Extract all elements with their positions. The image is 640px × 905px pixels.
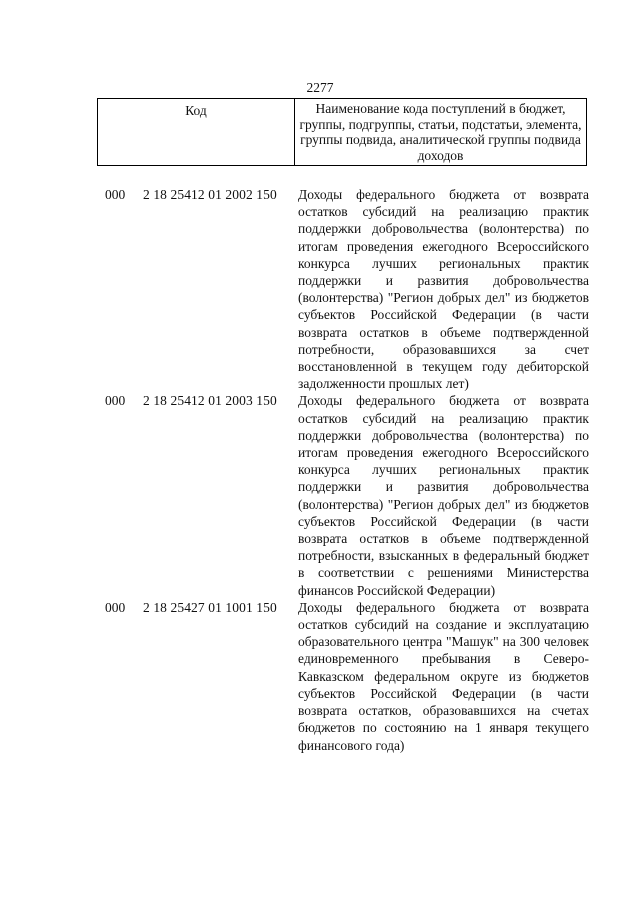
income-description: Доходы федерального бюджета от возврата остатков субсидий на реализацию практик поддержки добровольчества (волонтерства) по итогам проведения ежегодного Всероссийского конкурса лучших региональных практик поддержки и развития добровольчества (волонтерства) "Регион добрых дел" из бюджетов субъектов Российской Федерации (в части возврата остатков в объеме подтвержденной потребности, взысканных в федеральный бюджет в соответствии с решениями Министерства финансов Российской Федерации) bbox=[298, 393, 589, 598]
table-header bbox=[97, 98, 587, 166]
admin-code: 000 bbox=[105, 393, 126, 409]
income-description: Доходы федерального бюджета от возврата остатков субсидий на создание и эксплуатацию образовательного центра "Машук" на 300 человек единовременного пребывания в Северо-Кавказском федеральном округе из бюджетов субъектов Российской Федерации (в части возврата остатков, образовавшихся на счетах бюджетов по состоянию на 1 января текущего финансового года) bbox=[298, 599, 589, 753]
income-code: 2 18 25427 01 1001 150 bbox=[143, 599, 277, 615]
income-code: 2 18 25412 01 2003 150 bbox=[143, 393, 277, 409]
table-row bbox=[105, 392, 589, 598]
admin-code: 000 bbox=[105, 187, 126, 202]
table-row bbox=[105, 599, 589, 754]
admin-code: 000 bbox=[105, 599, 126, 615]
income-description: Доходы федерального бюджета от возврата остатков субсидий на реализацию практик поддержки добровольчества (волонтерства) по итогам проведения ежегодного Всероссийского конкурса лучших региональных практик поддержки и развития добровольчества (волонтерства) "Регион добрых дел" из бюджетов субъектов Российской Федерации (в части возврата остатков в объеме подтвержденной потребности, образовавшихся за счет восстановленной в текущем году дебиторской задолженности прошлых лет) bbox=[298, 187, 589, 392]
table-row bbox=[105, 186, 589, 392]
income-code: 2 18 25412 01 2002 150 bbox=[143, 187, 277, 202]
header-name-cell: Наименование кода поступлений в бюджет, группы, подгруппы, статьи, подстатьи, элемента, группы подвида, аналитической группы подвида доходов bbox=[299, 101, 582, 163]
table-body bbox=[105, 186, 589, 754]
header-code-cell: Код bbox=[98, 99, 295, 165]
page-number: 2277 bbox=[306, 80, 334, 95]
